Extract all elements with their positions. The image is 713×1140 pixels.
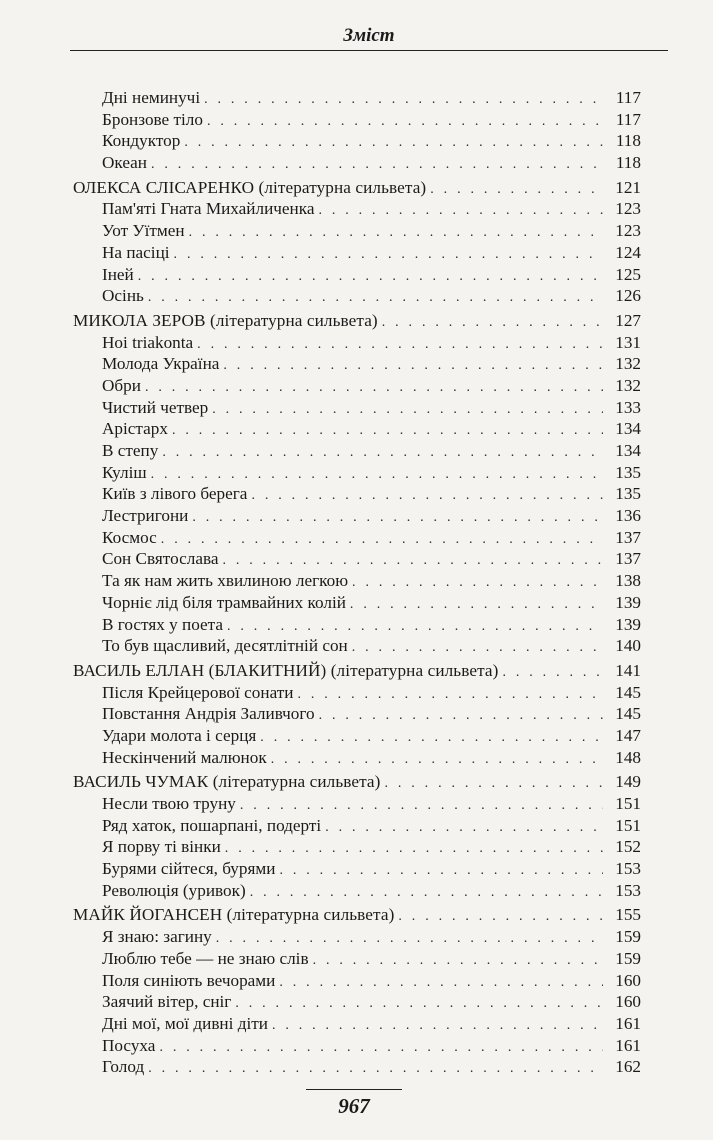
toc-entry-title: Осінь [102, 286, 144, 306]
toc-entry-title: В гостях у поета [102, 614, 223, 634]
toc-poem-entry [0, 242, 713, 264]
dot-leader [272, 1015, 603, 1037]
dot-leader [223, 355, 603, 377]
toc-poem-entry [0, 747, 713, 769]
toc-entry-title: Дні мої, мої дивні діти [102, 1013, 268, 1033]
toc-entry-page: 161 [615, 1013, 641, 1033]
dot-leader [279, 860, 603, 882]
toc-poem-entry [0, 332, 713, 354]
dot-leader [145, 377, 603, 399]
toc-entry-page: 159 [615, 927, 641, 947]
toc-entry-title: Арістарх [102, 419, 168, 439]
toc-author-entry [0, 904, 713, 926]
toc-entry-page: 141 [615, 660, 641, 680]
toc-poem-entry [0, 353, 713, 375]
toc-poem-entry [0, 570, 713, 592]
toc-entry-page: 133 [615, 397, 641, 417]
dot-leader [212, 399, 603, 421]
toc-poem-entry [0, 130, 713, 152]
dot-leader [159, 1037, 603, 1059]
toc-entry-page: 124 [615, 242, 641, 262]
dot-leader [189, 222, 603, 244]
toc-entry-page: 123 [615, 199, 641, 219]
toc-poem-entry [0, 880, 713, 902]
dot-leader [260, 727, 603, 749]
dot-leader [318, 200, 603, 222]
dot-leader [384, 773, 603, 795]
dot-leader [240, 795, 603, 817]
dot-leader [162, 442, 603, 464]
toc-entry-page: 160 [615, 992, 641, 1012]
toc-entry-page: 145 [615, 704, 641, 724]
toc-poem-entry [0, 815, 713, 837]
toc-entry-page: 134 [615, 419, 641, 439]
toc-entry-page: 151 [615, 815, 641, 835]
toc-entry-title: Голод [102, 1057, 145, 1077]
toc-entry-page: 135 [615, 484, 641, 504]
toc-entry-title: Я порву ті вінки [102, 837, 221, 857]
toc-poem-entry [0, 198, 713, 220]
dot-leader [192, 507, 603, 529]
toc-poem-entry [0, 635, 713, 657]
dot-leader [251, 485, 603, 507]
dot-leader [204, 89, 603, 111]
toc-entry-title: Після Крейцерової сонати [102, 682, 294, 702]
toc-poem-entry [0, 505, 713, 527]
toc-poem-entry [0, 1056, 713, 1078]
toc-author-entry [0, 177, 713, 199]
dot-leader [216, 928, 603, 950]
footer-divider [306, 1089, 402, 1090]
toc-entry-title: ВАСИЛЬ ЧУМАК (літературна сильвета) [73, 772, 381, 792]
toc-poem-entry [0, 109, 713, 131]
toc-entry-title: Чистий четвер [102, 397, 209, 417]
toc-poem-entry [0, 614, 713, 636]
toc-entry-title: Нескінчений малюнок [102, 747, 267, 767]
toc-entry-title: Іней [102, 264, 134, 284]
toc-entry-page: 121 [615, 177, 641, 197]
dot-leader [325, 817, 603, 839]
toc-entry-title: Посуха [102, 1035, 156, 1055]
toc-poem-entry [0, 264, 713, 286]
dot-leader [430, 179, 603, 201]
page-number: 967 [338, 1094, 370, 1118]
toc-entry-page: 149 [615, 772, 641, 792]
toc-poem-entry [0, 592, 713, 614]
toc-poem-entry [0, 1013, 713, 1035]
toc-poem-entry [0, 418, 713, 440]
toc-entry-title: МАЙК ЙОГАНСЕН (літературна сильвета) [73, 905, 395, 925]
toc-entry-title: Удари молота і серця [102, 725, 257, 745]
dot-leader [174, 244, 603, 266]
toc-entry-page: 118 [615, 131, 641, 151]
toc-entry-title: ОЛЕКСА СЛІСАРЕНКО (літературна сильвета) [73, 177, 427, 197]
toc-entry-page: 159 [615, 948, 641, 968]
toc-poem-entry [0, 991, 713, 1013]
toc-poem-entry [0, 725, 713, 747]
toc-entry-title: Та як нам жить хвилиною легкою [102, 571, 349, 591]
toc-poem-entry [0, 548, 713, 570]
toc-poem-entry [0, 87, 713, 109]
toc-entry-page: 139 [615, 592, 641, 612]
toc-entry-title: Чорніє лід біля трамвайних колій [102, 592, 346, 612]
toc-entry-title: Поля синіють вечорами [102, 970, 276, 990]
dot-leader [172, 420, 603, 442]
toc-entry-page: 138 [615, 571, 641, 591]
toc-poem-entry [0, 970, 713, 992]
toc-entry-title: Бурями сійтеся, бурями [102, 859, 276, 879]
toc-entry-title: Люблю тебе — не знаю слів [102, 948, 309, 968]
toc-entry-page: 162 [615, 1057, 641, 1077]
toc-entry-title: Космос [102, 527, 157, 547]
dot-leader [138, 266, 603, 288]
toc-entry-title: Дні неминучі [102, 88, 201, 107]
toc-entry-title: Сон Святослава [102, 549, 219, 569]
toc-poem-entry [0, 285, 713, 307]
toc-entry-title: Лестригони [102, 506, 189, 526]
dot-leader [235, 993, 603, 1015]
toc-poem-entry [0, 462, 713, 484]
dot-leader [502, 662, 603, 684]
toc-entry-page: 160 [615, 970, 641, 990]
toc-poem-entry [0, 483, 713, 505]
toc-entry-page: 125 [615, 264, 641, 284]
dot-leader [297, 684, 603, 706]
toc-poem-entry [0, 440, 713, 462]
toc-entry-page: 136 [615, 506, 641, 526]
toc-entry-page: 117 [615, 88, 641, 107]
toc-entry-title: Обри [102, 375, 141, 395]
dot-leader [319, 705, 603, 727]
toc-entry-title: Я знаю: загину [102, 927, 212, 947]
toc-entry-title: Кондуктор [102, 131, 181, 151]
dot-leader [350, 594, 603, 616]
toc-entry-page: 135 [615, 462, 641, 482]
toc-entry-page: 148 [615, 747, 641, 767]
dot-leader [352, 637, 603, 659]
toc-entry-page: 153 [615, 880, 641, 900]
toc-poem-entry [0, 1035, 713, 1057]
toc-entry-page: 152 [615, 837, 641, 857]
dot-leader [148, 287, 603, 309]
toc-entry-title: То був щасливий, десятлітній сон [102, 636, 348, 656]
toc-entry-page: 147 [615, 725, 641, 745]
toc-entry-title: Ряд хаток, пошарпані, подерті [102, 815, 322, 835]
toc-entry-page: 123 [615, 221, 641, 241]
toc-entry-title: Пам'яті Гната Михайличенка [102, 199, 315, 219]
toc-entry-page: 155 [615, 905, 641, 925]
dot-leader [184, 132, 603, 154]
toc-entry-title: Повстання Андрія Заливчого [102, 704, 315, 724]
toc-entry-page: 137 [615, 527, 641, 547]
toc-poem-entry [0, 527, 713, 549]
toc-entry-page: 151 [615, 794, 641, 813]
toc-entry-title: На пасіці [102, 242, 170, 262]
toc-author-entry [0, 771, 713, 793]
dot-leader [197, 334, 603, 356]
dot-leader [398, 906, 603, 928]
toc-entry-title: ВАСИЛЬ ЕЛЛАН (БЛАКИТНИЙ) (літературна сильвета) [73, 660, 499, 680]
toc-entry-page: 132 [615, 354, 641, 374]
dot-leader [227, 616, 603, 638]
dot-leader [250, 882, 603, 904]
toc-entry-page: 132 [615, 375, 641, 395]
toc-entry-page: 139 [615, 614, 641, 634]
toc-author-entry [0, 660, 713, 682]
toc-entry-page: 117 [615, 109, 641, 129]
table-of-contents [0, 87, 713, 1078]
toc-poem-entry [0, 948, 713, 970]
dot-leader [382, 312, 603, 334]
dot-leader [279, 972, 603, 994]
toc-entry-page: 126 [615, 286, 641, 306]
dot-leader [225, 838, 603, 860]
dot-leader [222, 550, 603, 572]
toc-entry-page: 131 [615, 332, 641, 352]
dot-leader [161, 529, 603, 551]
toc-entry-title: Київ з лівого берега [102, 484, 248, 504]
toc-entry-title: Молода Україна [102, 354, 220, 374]
toc-entry-title: МИКОЛА ЗЕРОВ (літературна сильвета) [73, 310, 378, 330]
toc-entry-title: Уот Уїтмен [102, 221, 185, 241]
dot-leader [151, 154, 603, 176]
toc-entry-title: Бронзове тіло [102, 109, 203, 129]
toc-entry-title: Hoi triakonta [102, 332, 194, 352]
toc-entry-title: Океан [102, 153, 147, 173]
header-title: Зміст [343, 25, 395, 46]
toc-poem-entry [0, 682, 713, 704]
toc-entry-page: 137 [615, 549, 641, 569]
toc-entry-page: 145 [615, 682, 641, 702]
toc-poem-entry [0, 152, 713, 174]
toc-poem-entry [0, 375, 713, 397]
dot-leader [313, 950, 603, 972]
toc-entry-page: 153 [615, 859, 641, 879]
toc-entry-title: В степу [102, 441, 159, 460]
toc-author-entry [0, 310, 713, 332]
toc-poem-entry [0, 703, 713, 725]
toc-entry-page: 140 [615, 636, 641, 656]
toc-poem-entry [0, 858, 713, 880]
toc-entry-page: 127 [615, 310, 641, 330]
toc-entry-page: 134 [615, 441, 641, 460]
toc-entry-page: 161 [615, 1035, 641, 1055]
dot-leader [271, 749, 603, 771]
toc-entry-title: Несли твою труну [102, 794, 236, 813]
toc-poem-entry [0, 220, 713, 242]
running-header [70, 22, 668, 51]
dot-leader [151, 464, 603, 486]
toc-entry-page: 118 [615, 153, 641, 173]
toc-entry-title: Куліш [102, 462, 147, 482]
toc-poem-entry [0, 793, 713, 815]
toc-poem-entry [0, 836, 713, 858]
toc-poem-entry [0, 926, 713, 948]
toc-entry-title: Заячий вітер, сніг [102, 992, 232, 1012]
dot-leader [207, 111, 603, 133]
dot-leader [352, 572, 603, 594]
dot-leader [148, 1058, 603, 1080]
toc-poem-entry [0, 397, 713, 419]
toc-entry-title: Революція (уривок) [102, 880, 246, 900]
